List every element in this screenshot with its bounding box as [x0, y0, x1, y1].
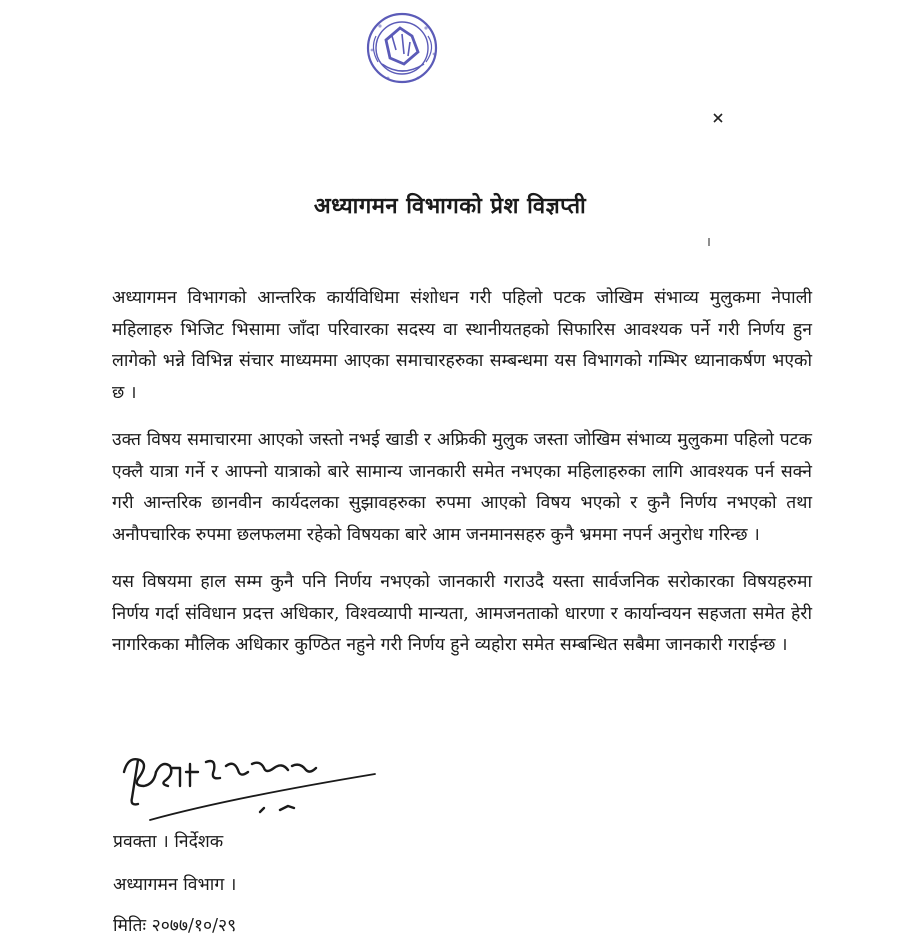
paragraph-2: उक्त विषय समाचारमा आएको जस्तो नभई खाडी र अफ्रिकी मुलुक जस्ता जोखिम संभाव्य मुलुकमा पहिलो पटक एक्लै यात्रा गर्ने र आफ्नो यात्राको बारे सामान्य जानकारी समेत नभएका महिलाहरुका लागि आवश्यक पर्न सक्ने गरी आन्तरिक छानवीन कार्यदलका सुझावहरुका रुपमा आएको विषय भएको र कुनै निर्णय नभएको तथा अनौपचारिक रुपमा छलफलमा रहेको विषयका बारे आम जनमानसहरु कुनै भ्रममा नपर्न अनुरोध गरिन्छ ।: [112, 430, 812, 545]
paragraph-3: यस विषयमा हाल सम्म कुनै पनि निर्णय नभएको जानकारी गराउदै यस्ता सार्वजनिक सरोकारका विषयहरुमा निर्णय गर्दा संविधान प्रदत्त अधिकार, विश्वव्यापी मान्यता, आमजनताको धारणा र कार्यान्वयन सहजता समेत हेरी नागरिकका मौलिक अधिकार कुण्ठित नहुने गरी निर्णय हुने व्यहोरा समेत सम्बन्धित सबैमा जानकारी गराईन्छ ।: [112, 572, 812, 655]
signatory-role: प्रवक्ता । निर्देशक: [113, 832, 224, 852]
stray-pen-mark-icon: [712, 112, 724, 124]
document-date: मितिः २०७७/१०/२९: [113, 916, 237, 936]
document-body: [112, 283, 812, 678]
government-seal-icon: [352, 6, 522, 156]
document-title: अध्यागमन विभागको प्रेश विज्ञप्ती: [313, 193, 587, 219]
signatory-department: अध्यागमन विभाग ।: [113, 875, 237, 895]
handwritten-signature-icon: [110, 742, 395, 832]
stray-tick-mark-icon: [706, 232, 712, 242]
paragraph-1: अध्यागमन विभागको आन्तरिक कार्यविधिमा संशोधन गरी पहिलो पटक जोखिम संभाव्य मुलुकमा नेपाली महिलाहरु भिजिट भिसामा जाँदा परिवारका सदस्य वा स्थानीयतहको सिफारिस आवश्यक पर्ने गरी निर्णय हुन लागेको भन्ने विभिन्न संचार माध्यममा आएका समाचारहरुका सम्बन्धमा यस विभागको गम्भिर ध्यानाकर्षण भएको छ ।: [112, 288, 812, 403]
